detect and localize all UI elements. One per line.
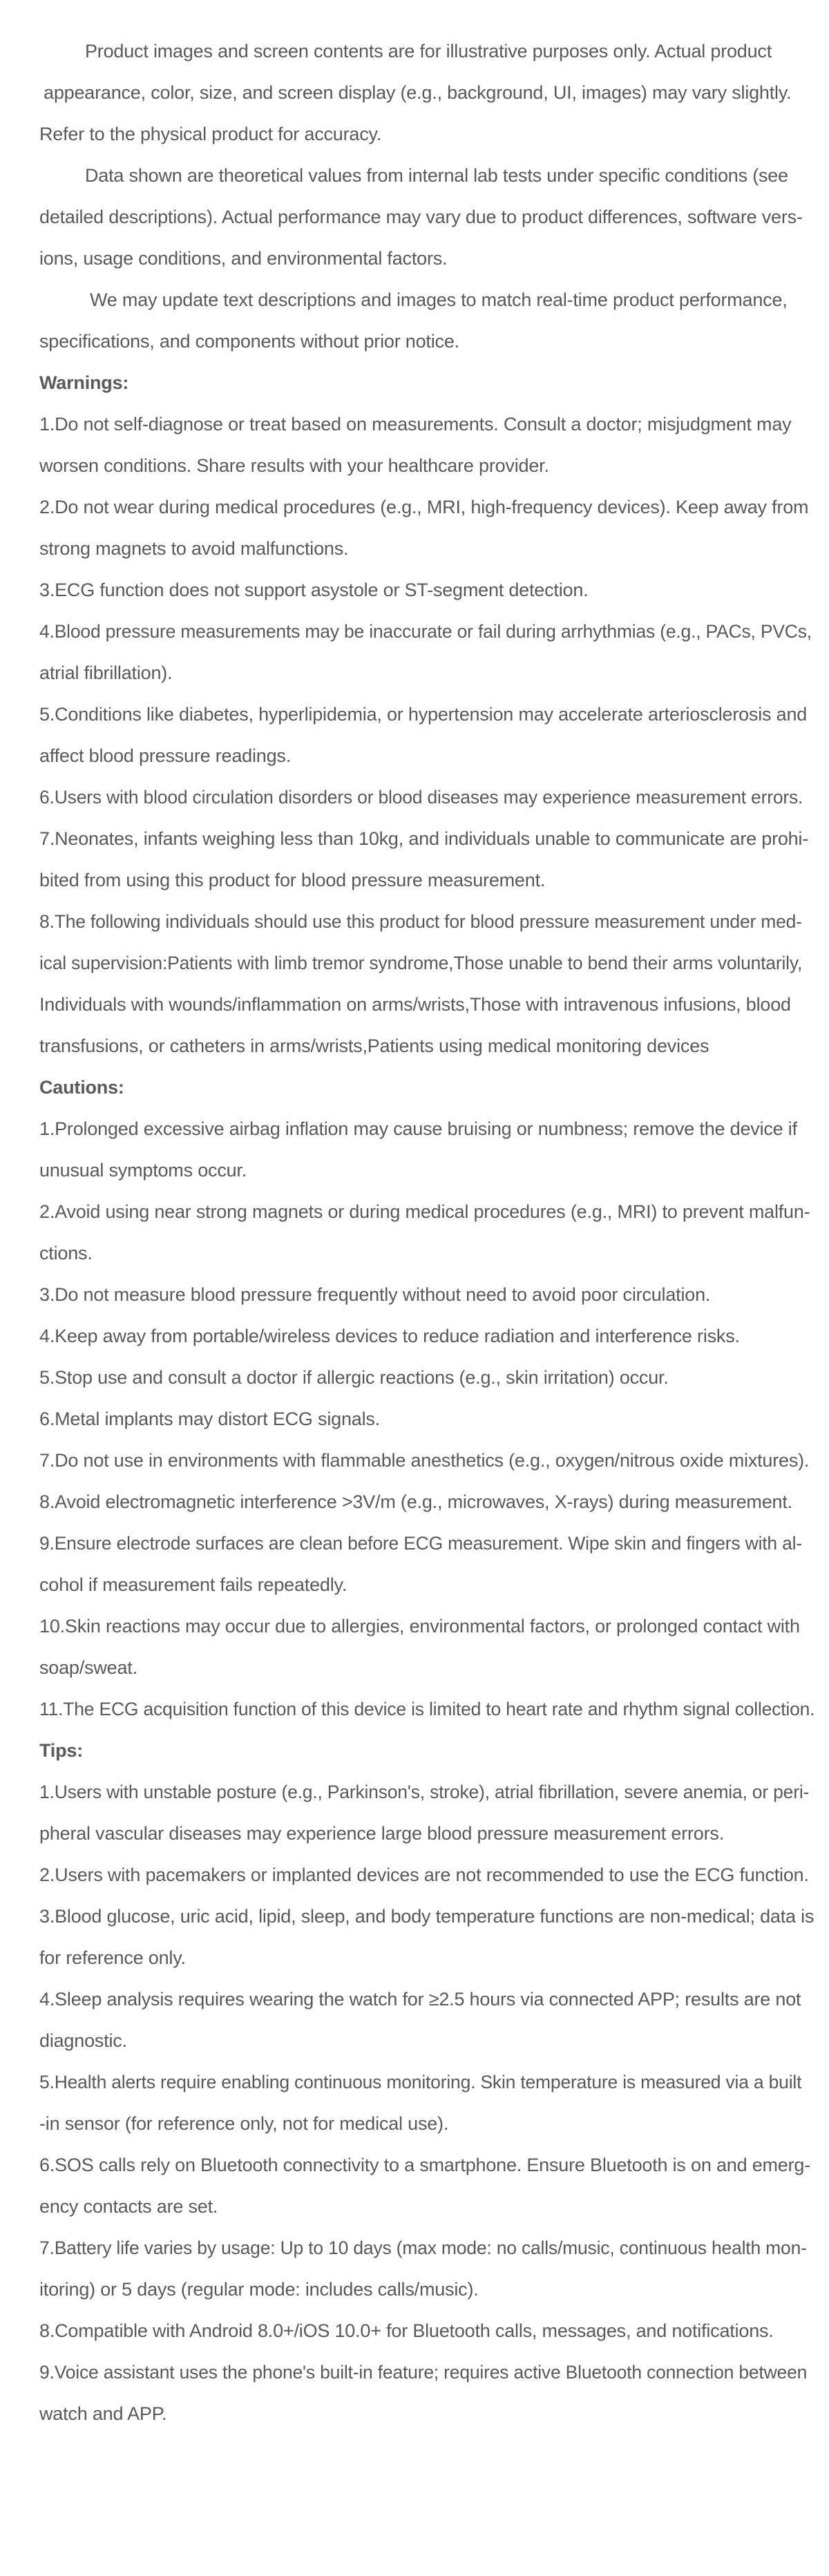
warning-item-4-line-2: atrial fibrillation).: [39, 662, 173, 683]
tip-item-5-line-2: -in sensor (for reference only, not for medical use).: [39, 2113, 449, 2134]
tips-heading: Tips:: [39, 1740, 84, 1761]
warning-item-2-line-1: 2.Do not wear during medical procedures (e.g., MRI, high-frequency devices). Keep away from: [39, 497, 809, 517]
caution-item-9-line-1: 9.Ensure electrode surfaces are clean before ECG measurement. Wipe skin and fingers with al-: [39, 1533, 802, 1554]
intro-paragraph-2-line-1: Data shown are theoretical values from internal lab tests under specific conditions (see: [85, 165, 788, 186]
warning-item-2-line-2: strong magnets to avoid malfunctions.: [39, 538, 349, 559]
tip-item-3-line-1: 3.Blood glucose, uric acid, lipid, sleep, and body temperature functions are non-medical; data is: [39, 1906, 814, 1927]
warning-item-7-line-2: bited from using this product for blood pressure measurement.: [39, 870, 546, 890]
intro-paragraph-2-line-3: ions, usage conditions, and environmental factors.: [39, 248, 448, 269]
caution-item-7-line-1: 7.Do not use in environments with flammable anesthetics (e.g., oxygen/nitrous oxide mixtures).: [39, 1450, 810, 1471]
tip-item-4-line-2: diagnostic.: [39, 2030, 127, 2051]
intro-paragraph-3-line-1: We may update text descriptions and images to match real-time product performance,: [90, 289, 788, 310]
tip-item-7-line-2: itoring) or 5 days (regular mode: includes calls/music).: [39, 2279, 479, 2300]
intro-paragraph-1-line-1: Product images and screen contents are for illustrative purposes only. Actual product: [85, 41, 772, 61]
warning-item-5-line-1: 5.Conditions like diabetes, hyperlipidemia, or hypertension may accelerate arteriosclerosis and: [39, 704, 808, 725]
caution-item-3-line-1: 3.Do not measure blood pressure frequently without need to avoid poor circulation.: [39, 1284, 711, 1305]
tip-item-9-line-1: 9.Voice assistant uses the phone's built-in feature; requires active Bluetooth connection between: [39, 2362, 808, 2383]
warning-item-8-line-3: Individuals with wounds/inflammation on arms/wrists,Those with intravenous infusions, blood: [39, 994, 791, 1015]
caution-item-4-line-1: 4.Keep away from portable/wireless devices to reduce radiation and interference risks.: [39, 1326, 740, 1346]
caution-item-8-line-1: 8.Avoid electromagnetic interference >3V/m (e.g., microwaves, X-rays) during measurement.: [39, 1491, 792, 1512]
caution-item-6-line-1: 6.Metal implants may distort ECG signals.: [39, 1409, 380, 1429]
warning-item-8-line-4: transfusions, or catheters in arms/wrists,Patients using medical monitoring devices: [39, 1036, 709, 1056]
intro-paragraph-2-line-2: detailed descriptions). Actual performance may vary due to product differences, software vers-: [39, 207, 803, 227]
cautions-heading: Cautions:: [39, 1077, 124, 1098]
caution-item-10-line-2: soap/sweat.: [39, 1657, 137, 1678]
tip-item-1-line-2: pheral vascular diseases may experience large blood pressure measurement errors.: [39, 1823, 724, 1844]
tip-item-2-line-1: 2.Users with pacemakers or implanted devices are not recommended to use the ECG function.: [39, 1864, 809, 1885]
warning-item-7-line-1: 7.Neonates, infants weighing less than 10kg, and individuals unable to communicate are prohi-: [39, 828, 809, 849]
tip-item-6-line-2: ency contacts are set.: [39, 2196, 218, 2217]
tip-item-4-line-1: 4.Sleep analysis requires wearing the watch for ≥2.5 hours via connected APP; results are not: [39, 1989, 801, 2010]
warning-item-6-line-1: 6.Users with blood circulation disorders or blood diseases may experience measurement errors.: [39, 787, 803, 808]
tip-item-9-line-2: watch and APP.: [39, 2403, 167, 2424]
warning-item-1-line-1: 1.Do not self-diagnose or treat based on measurements. Consult a doctor; misjudgment may: [39, 414, 792, 435]
intro-paragraph-1-line-3: Refer to the physical product for accuracy.: [39, 124, 382, 144]
caution-item-2-line-2: ctions.: [39, 1243, 93, 1263]
warning-item-1-line-2: worsen conditions. Share results with your healthcare provider.: [39, 455, 549, 476]
tip-item-5-line-1: 5.Health alerts require enabling continuous monitoring. Skin temperature is measured via a built: [39, 2072, 802, 2092]
caution-item-9-line-2: cohol if measurement fails repeatedly.: [39, 1574, 347, 1595]
warnings-heading: Warnings:: [39, 372, 129, 393]
warning-item-8-line-2: ical supervision:Patients with limb tremor syndrome,Those unable to bend their arms voluntarily,: [39, 953, 803, 973]
warning-item-8-line-1: 8.The following individuals should use this product for blood pressure measurement under med-: [39, 911, 802, 932]
caution-item-5-line-1: 5.Stop use and consult a doctor if allergic reactions (e.g., skin irritation) occur.: [39, 1367, 669, 1388]
intro-paragraph-1-line-2: appearance, color, size, and screen display (e.g., background, UI, images) may vary slightly.: [44, 82, 792, 103]
tip-item-7-line-1: 7.Battery life varies by usage: Up to 10 days (max mode: no calls/music, continuous health mon-: [39, 2238, 807, 2258]
warning-item-4-line-1: 4.Blood pressure measurements may be inaccurate or fail during arrhythmias (e.g., PACs, PVCs,: [39, 621, 812, 642]
caution-item-11-line-1: 11.The ECG acquisition function of this device is limited to heart rate and rhythm signal collection.: [39, 1699, 815, 1719]
warning-item-5-line-2: affect blood pressure readings.: [39, 745, 292, 766]
tip-item-1-line-1: 1.Users with unstable posture (e.g., Parkinson's, stroke), atrial fibrillation, severe anemia, or peri-: [39, 1782, 810, 1802]
tip-item-8-line-1: 8.Compatible with Android 8.0+/iOS 10.0+ for Bluetooth calls, messages, and notifications.: [39, 2320, 774, 2341]
tip-item-3-line-2: for reference only.: [39, 1947, 186, 1968]
caution-item-1-line-2: unusual symptoms occur.: [39, 1160, 247, 1181]
caution-item-2-line-1: 2.Avoid using near strong magnets or during medical procedures (e.g., MRI) to prevent malfun-: [39, 1201, 810, 1222]
caution-item-10-line-1: 10.Skin reactions may occur due to allergies, environmental factors, or prolonged contact with: [39, 1616, 800, 1637]
warning-item-3-line-1: 3.ECG function does not support asystole or ST-segment detection.: [39, 580, 589, 600]
caution-item-1-line-1: 1.Prolonged excessive airbag inflation may cause bruising or numbness; remove the device if: [39, 1118, 797, 1139]
tip-item-6-line-1: 6.SOS calls rely on Bluetooth connectivity to a smartphone. Ensure Bluetooth is on and emerg-: [39, 2155, 811, 2175]
intro-paragraph-3-line-2: specifications, and components without prior notice.: [39, 331, 459, 352]
